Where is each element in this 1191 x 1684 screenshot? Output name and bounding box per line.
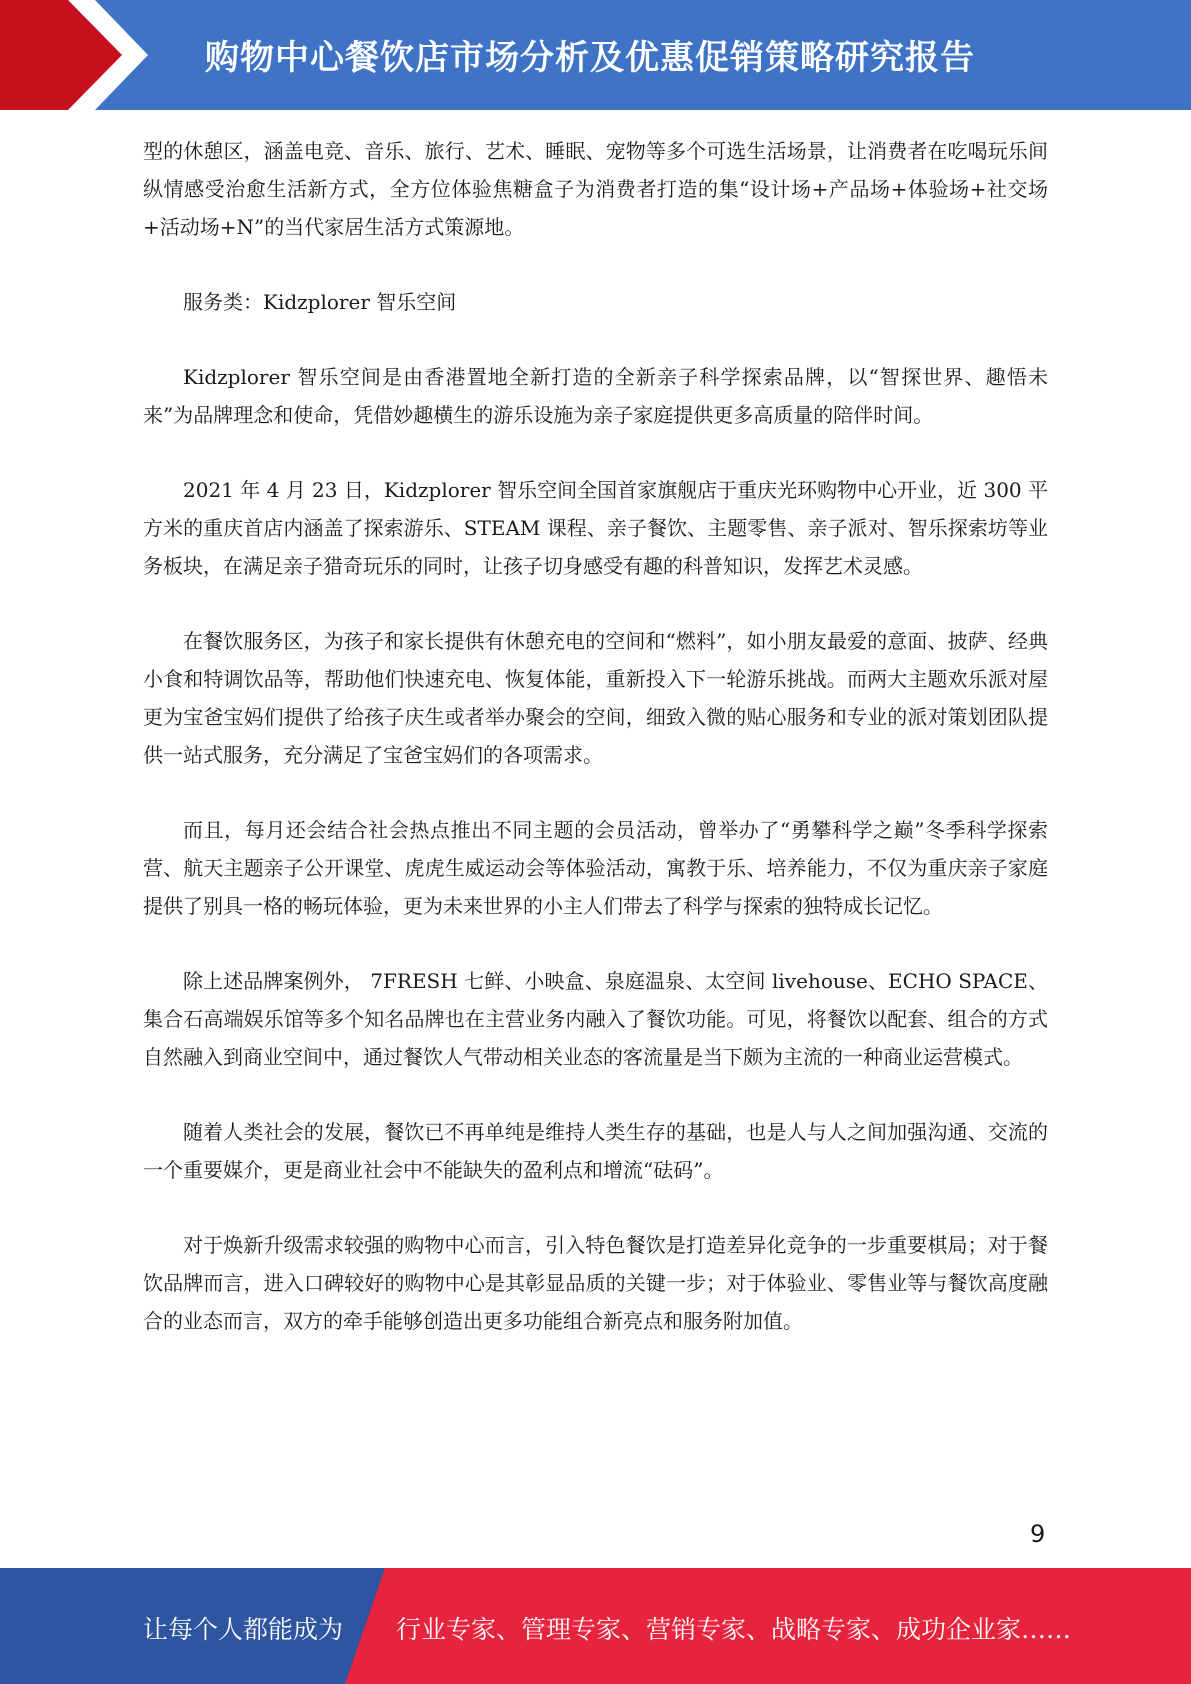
body-content	[143, 132, 1048, 1377]
page-header	[0, 0, 1191, 110]
paragraph: 除上述品牌案例外， 7FRESH 七鲜、小映盒、泉庭温泉、太空间 livehouse、ECHO SPACE、集合石高端娱乐馆等多个知名品牌也在主营业务内融入了餐饮功能。可见，将餐饮以配套、组合的方式自然融入到商业空间中，通过餐饮人气带动相关业态的客流量是当下颇为主流的一种商业运营模式。	[143, 969, 1048, 1069]
paragraph: 2021 年 4 月 23 日，Kidzplorer 智乐空间全国首家旗舰店于重庆光环购物中心开业，近 300 平方米的重庆首店内涵盖了探索游乐、STEAM 课程、亲子餐饮、主题零售、亲子派对、智乐探索坊等业务板块，在满足亲子猎奇玩乐的同时，让孩子切身感受有趣的科普知识，发挥艺术灵感。	[143, 478, 1048, 578]
page-number: 9	[1030, 1520, 1046, 1548]
footer-slogan-left: 让每个人都能成为	[143, 1615, 344, 1644]
paragraph: Kidzplorer 智乐空间是由香港置地全新打造的全新亲子科学探索品牌，以“智探世界、趣悟未来”为品牌理念和使命，凭借妙趣横生的游乐设施为亲子家庭提供更多高质量的陪伴时间。	[143, 365, 1048, 427]
paragraph: 对于焕新升级需求较强的购物中心而言，引入特色餐饮是打造差异化竞争的一步重要棋局；对于餐饮品牌而言，进入口碑较好的购物中心是其彰显品质的关键一步；对于体验业、零售业等与餐饮高度融合的业态而言，双方的牵手能够创造出更多功能组合新亮点和服务附加值。	[143, 1233, 1048, 1333]
section-heading: 服务类：Kidzplorer 智乐空间	[183, 290, 457, 314]
paragraph: 在餐饮服务区，为孩子和家长提供有休憩充电的空间和“燃料”，如小朋友最爱的意面、披萨、经典小食和特调饮品等，帮助他们快速充电、恢复体能，重新投入下一轮游乐挑战。而两大主题欢乐派对屋更为宝爸宝妈们提供了给孩子庆生或者举办聚会的空间，细致入微的贴心服务和专业的派对策划团队提供一站式服务，充分满足了宝爸宝妈们的各项需求。	[143, 629, 1048, 767]
report-title: 购物中心餐饮店市场分析及优惠促销策略研究报告	[205, 38, 975, 78]
footer-slogan-right: 行业专家、管理专家、营销专家、战略专家、成功企业家……	[396, 1615, 1072, 1644]
paragraph: 随着人类社会的发展，餐饮已不再单纯是维持人类生存的基础，也是人与人之间加强沟通、交流的一个重要媒介，更是商业社会中不能缺失的盈利点和增流“砝码”。	[143, 1120, 1048, 1182]
paragraph: 而且，每月还会结合社会热点推出不同主题的会员活动，曾举办了“勇攀科学之巅”冬季科学探索营、航天主题亲子公开课堂、虎虎生威运动会等体验活动，寓教于乐、培养能力，不仅为重庆亲子家庭提供了别具一格的畅玩体验，更为未来世界的小主人们带去了科学与探索的独特成长记忆。	[143, 818, 1048, 918]
paragraph: 型的休憩区，涵盖电竞、音乐、旅行、艺术、睡眠、宠物等多个可选生活场景，让消费者在吃喝玩乐间纵情感受治愈生活新方式，全方位体验焦糖盒子为消费者打造的集“设计场+产品场+体验场+社交场+活动场+N”的当代家居生活方式策源地。	[143, 139, 1048, 239]
page-footer	[0, 1568, 1191, 1684]
